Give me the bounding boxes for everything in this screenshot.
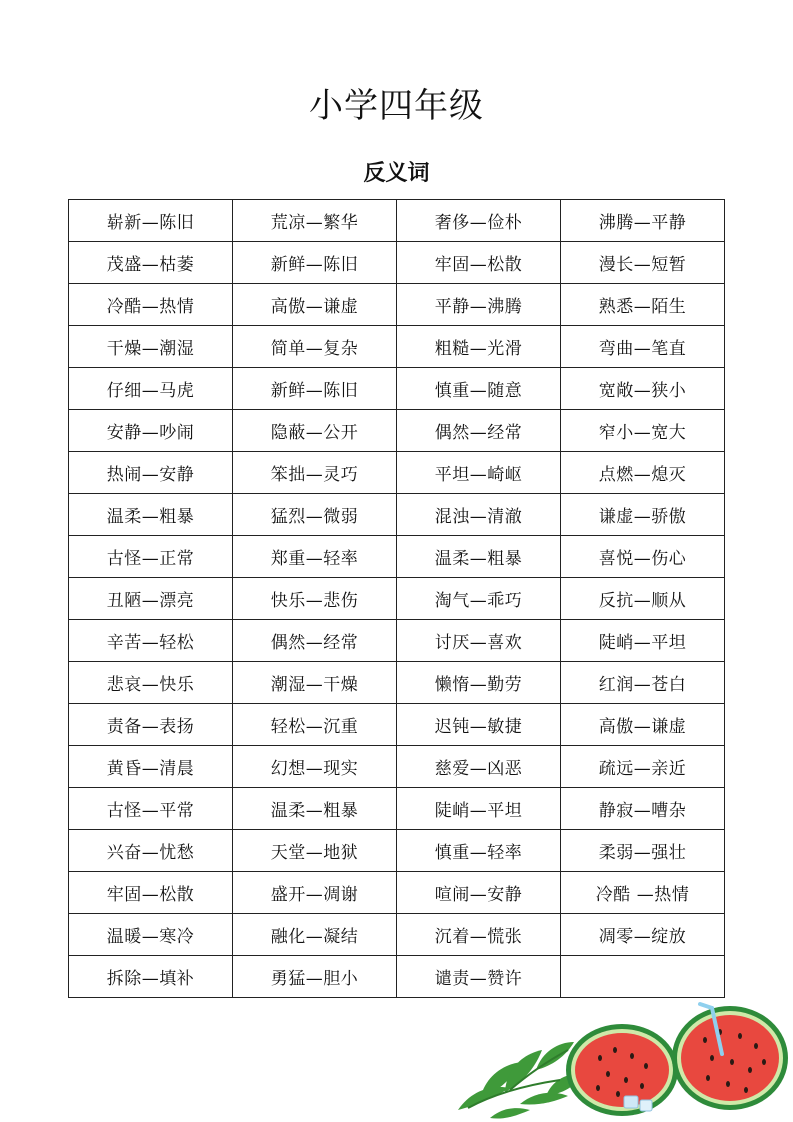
antonym-pair-cell: 冷酷—热情 [69, 284, 233, 326]
antonym-pair-cell: 漫长—短暂 [561, 242, 725, 284]
table-row [69, 746, 725, 788]
antonym-pair-cell: 冷酷 —热情 [561, 872, 725, 914]
antonym-pair-cell: 喧闹—安静 [397, 872, 561, 914]
antonym-pair-cell: 红润—苍白 [561, 662, 725, 704]
antonym-pair-cell: 丑陋—漂亮 [69, 578, 233, 620]
antonym-pair-cell: 迟钝—敏捷 [397, 704, 561, 746]
table-row [69, 956, 725, 998]
table-row [69, 284, 725, 326]
antonym-pair-cell: 讨厌—喜欢 [397, 620, 561, 662]
antonym-pair-cell: 郑重—轻率 [233, 536, 397, 578]
antonym-pair-cell: 沸腾—平静 [561, 200, 725, 242]
table-row [69, 200, 725, 242]
antonym-pair-cell: 辛苦—轻松 [69, 620, 233, 662]
antonym-pair-cell: 凋零—绽放 [561, 914, 725, 956]
antonym-pair-cell [561, 956, 725, 998]
antonym-pair-cell: 勇猛—胆小 [233, 956, 397, 998]
watermelon-slice-left-icon [566, 1024, 678, 1116]
watermelon-slice-right-icon [672, 1004, 788, 1110]
antonym-pair-cell: 谴责—赞许 [397, 956, 561, 998]
antonym-pair-cell: 茂盛—枯萎 [69, 242, 233, 284]
antonym-pair-cell: 隐蔽—公开 [233, 410, 397, 452]
antonym-pair-cell: 新鲜—陈旧 [233, 368, 397, 410]
antonym-pair-cell: 奢侈—俭朴 [397, 200, 561, 242]
table-row [69, 788, 725, 830]
table-row [69, 494, 725, 536]
table-row [69, 326, 725, 368]
antonym-pair-cell: 兴奋—忧愁 [69, 830, 233, 872]
table-row [69, 620, 725, 662]
antonym-pair-cell: 谦虚—骄傲 [561, 494, 725, 536]
antonym-pair-cell: 温柔—粗暴 [69, 494, 233, 536]
table-row [69, 242, 725, 284]
antonym-pair-cell: 温柔—粗暴 [397, 536, 561, 578]
antonym-pair-cell: 熟悉—陌生 [561, 284, 725, 326]
antonym-pair-cell: 平坦—崎岖 [397, 452, 561, 494]
antonym-pair-cell: 笨拙—灵巧 [233, 452, 397, 494]
table-row [69, 536, 725, 578]
antonym-pair-cell: 柔弱—强壮 [561, 830, 725, 872]
antonym-pair-cell: 混浊—清澈 [397, 494, 561, 536]
antonym-pair-cell: 高傲—谦虚 [233, 284, 397, 326]
antonym-pair-cell: 喜悦—伤心 [561, 536, 725, 578]
antonym-pair-cell: 安静—吵闹 [69, 410, 233, 452]
antonym-pair-cell: 责备—表扬 [69, 704, 233, 746]
antonym-pair-cell: 拆除—填补 [69, 956, 233, 998]
antonym-pair-cell: 新鲜—陈旧 [233, 242, 397, 284]
table-row [69, 410, 725, 452]
antonym-pair-cell: 盛开—凋谢 [233, 872, 397, 914]
antonym-pair-cell: 陡峭—平坦 [397, 788, 561, 830]
antonym-pair-cell: 懒惰—勤劳 [397, 662, 561, 704]
antonym-pair-cell: 点燃—熄灭 [561, 452, 725, 494]
antonym-pair-cell: 疏远—亲近 [561, 746, 725, 788]
antonym-pair-cell: 平静—沸腾 [397, 284, 561, 326]
antonym-pair-cell: 偶然—经常 [397, 410, 561, 452]
antonym-pair-cell: 古怪—正常 [69, 536, 233, 578]
antonym-table-body [69, 200, 725, 998]
section-title: 反义词 [363, 161, 430, 186]
table-row [69, 872, 725, 914]
antonym-pair-cell: 牢固—松散 [69, 872, 233, 914]
watermelon-slices-illustration [450, 1000, 793, 1122]
antonym-pair-cell: 天堂—地狱 [233, 830, 397, 872]
antonym-pair-cell: 幻想—现实 [233, 746, 397, 788]
antonym-table [68, 199, 725, 998]
antonym-pair-cell: 陡峭—平坦 [561, 620, 725, 662]
antonym-pair-cell: 沉着—慌张 [397, 914, 561, 956]
antonym-pair-cell: 潮湿—干燥 [233, 662, 397, 704]
table-row [69, 368, 725, 410]
table-row [69, 704, 725, 746]
antonym-pair-cell: 仔细—马虎 [69, 368, 233, 410]
antonym-pair-cell: 慈爱—凶恶 [397, 746, 561, 788]
antonym-pair-cell: 崭新—陈旧 [69, 200, 233, 242]
antonym-pair-cell: 黄昏—清晨 [69, 746, 233, 788]
antonym-pair-cell: 淘气—乖巧 [397, 578, 561, 620]
antonym-pair-cell: 弯曲—笔直 [561, 326, 725, 368]
antonym-pair-cell: 温暖—寒冷 [69, 914, 233, 956]
antonym-pair-cell: 慎重—随意 [397, 368, 561, 410]
antonym-pair-cell: 温柔—粗暴 [233, 788, 397, 830]
table-row [69, 914, 725, 956]
table-row [69, 830, 725, 872]
antonym-pair-cell: 高傲—谦虚 [561, 704, 725, 746]
antonym-pair-cell: 快乐—悲伤 [233, 578, 397, 620]
antonym-pair-cell: 反抗—顺从 [561, 578, 725, 620]
antonym-pair-cell: 轻松—沉重 [233, 704, 397, 746]
antonym-pair-cell: 猛烈—微弱 [233, 494, 397, 536]
antonym-pair-cell: 宽敞—狭小 [561, 368, 725, 410]
antonym-pair-cell: 慎重—轻率 [397, 830, 561, 872]
antonym-pair-cell: 窄小—宽大 [561, 410, 725, 452]
antonym-pair-cell: 悲哀—快乐 [69, 662, 233, 704]
antonym-pair-cell: 偶然—经常 [233, 620, 397, 662]
antonym-pair-cell: 简单—复杂 [233, 326, 397, 368]
table-row [69, 452, 725, 494]
table-row [69, 662, 725, 704]
antonym-pair-cell: 热闹—安静 [69, 452, 233, 494]
antonym-pair-cell: 粗糙—光滑 [397, 326, 561, 368]
antonym-pair-cell: 古怪—平常 [69, 788, 233, 830]
antonym-pair-cell: 融化—凝结 [233, 914, 397, 956]
page-title: 小学四年级 [309, 86, 484, 126]
antonym-pair-cell: 静寂—嘈杂 [561, 788, 725, 830]
antonym-pair-cell: 干燥—潮湿 [69, 326, 233, 368]
antonym-pair-cell: 牢固—松散 [397, 242, 561, 284]
antonym-pair-cell: 荒凉—繁华 [233, 200, 397, 242]
table-row [69, 578, 725, 620]
